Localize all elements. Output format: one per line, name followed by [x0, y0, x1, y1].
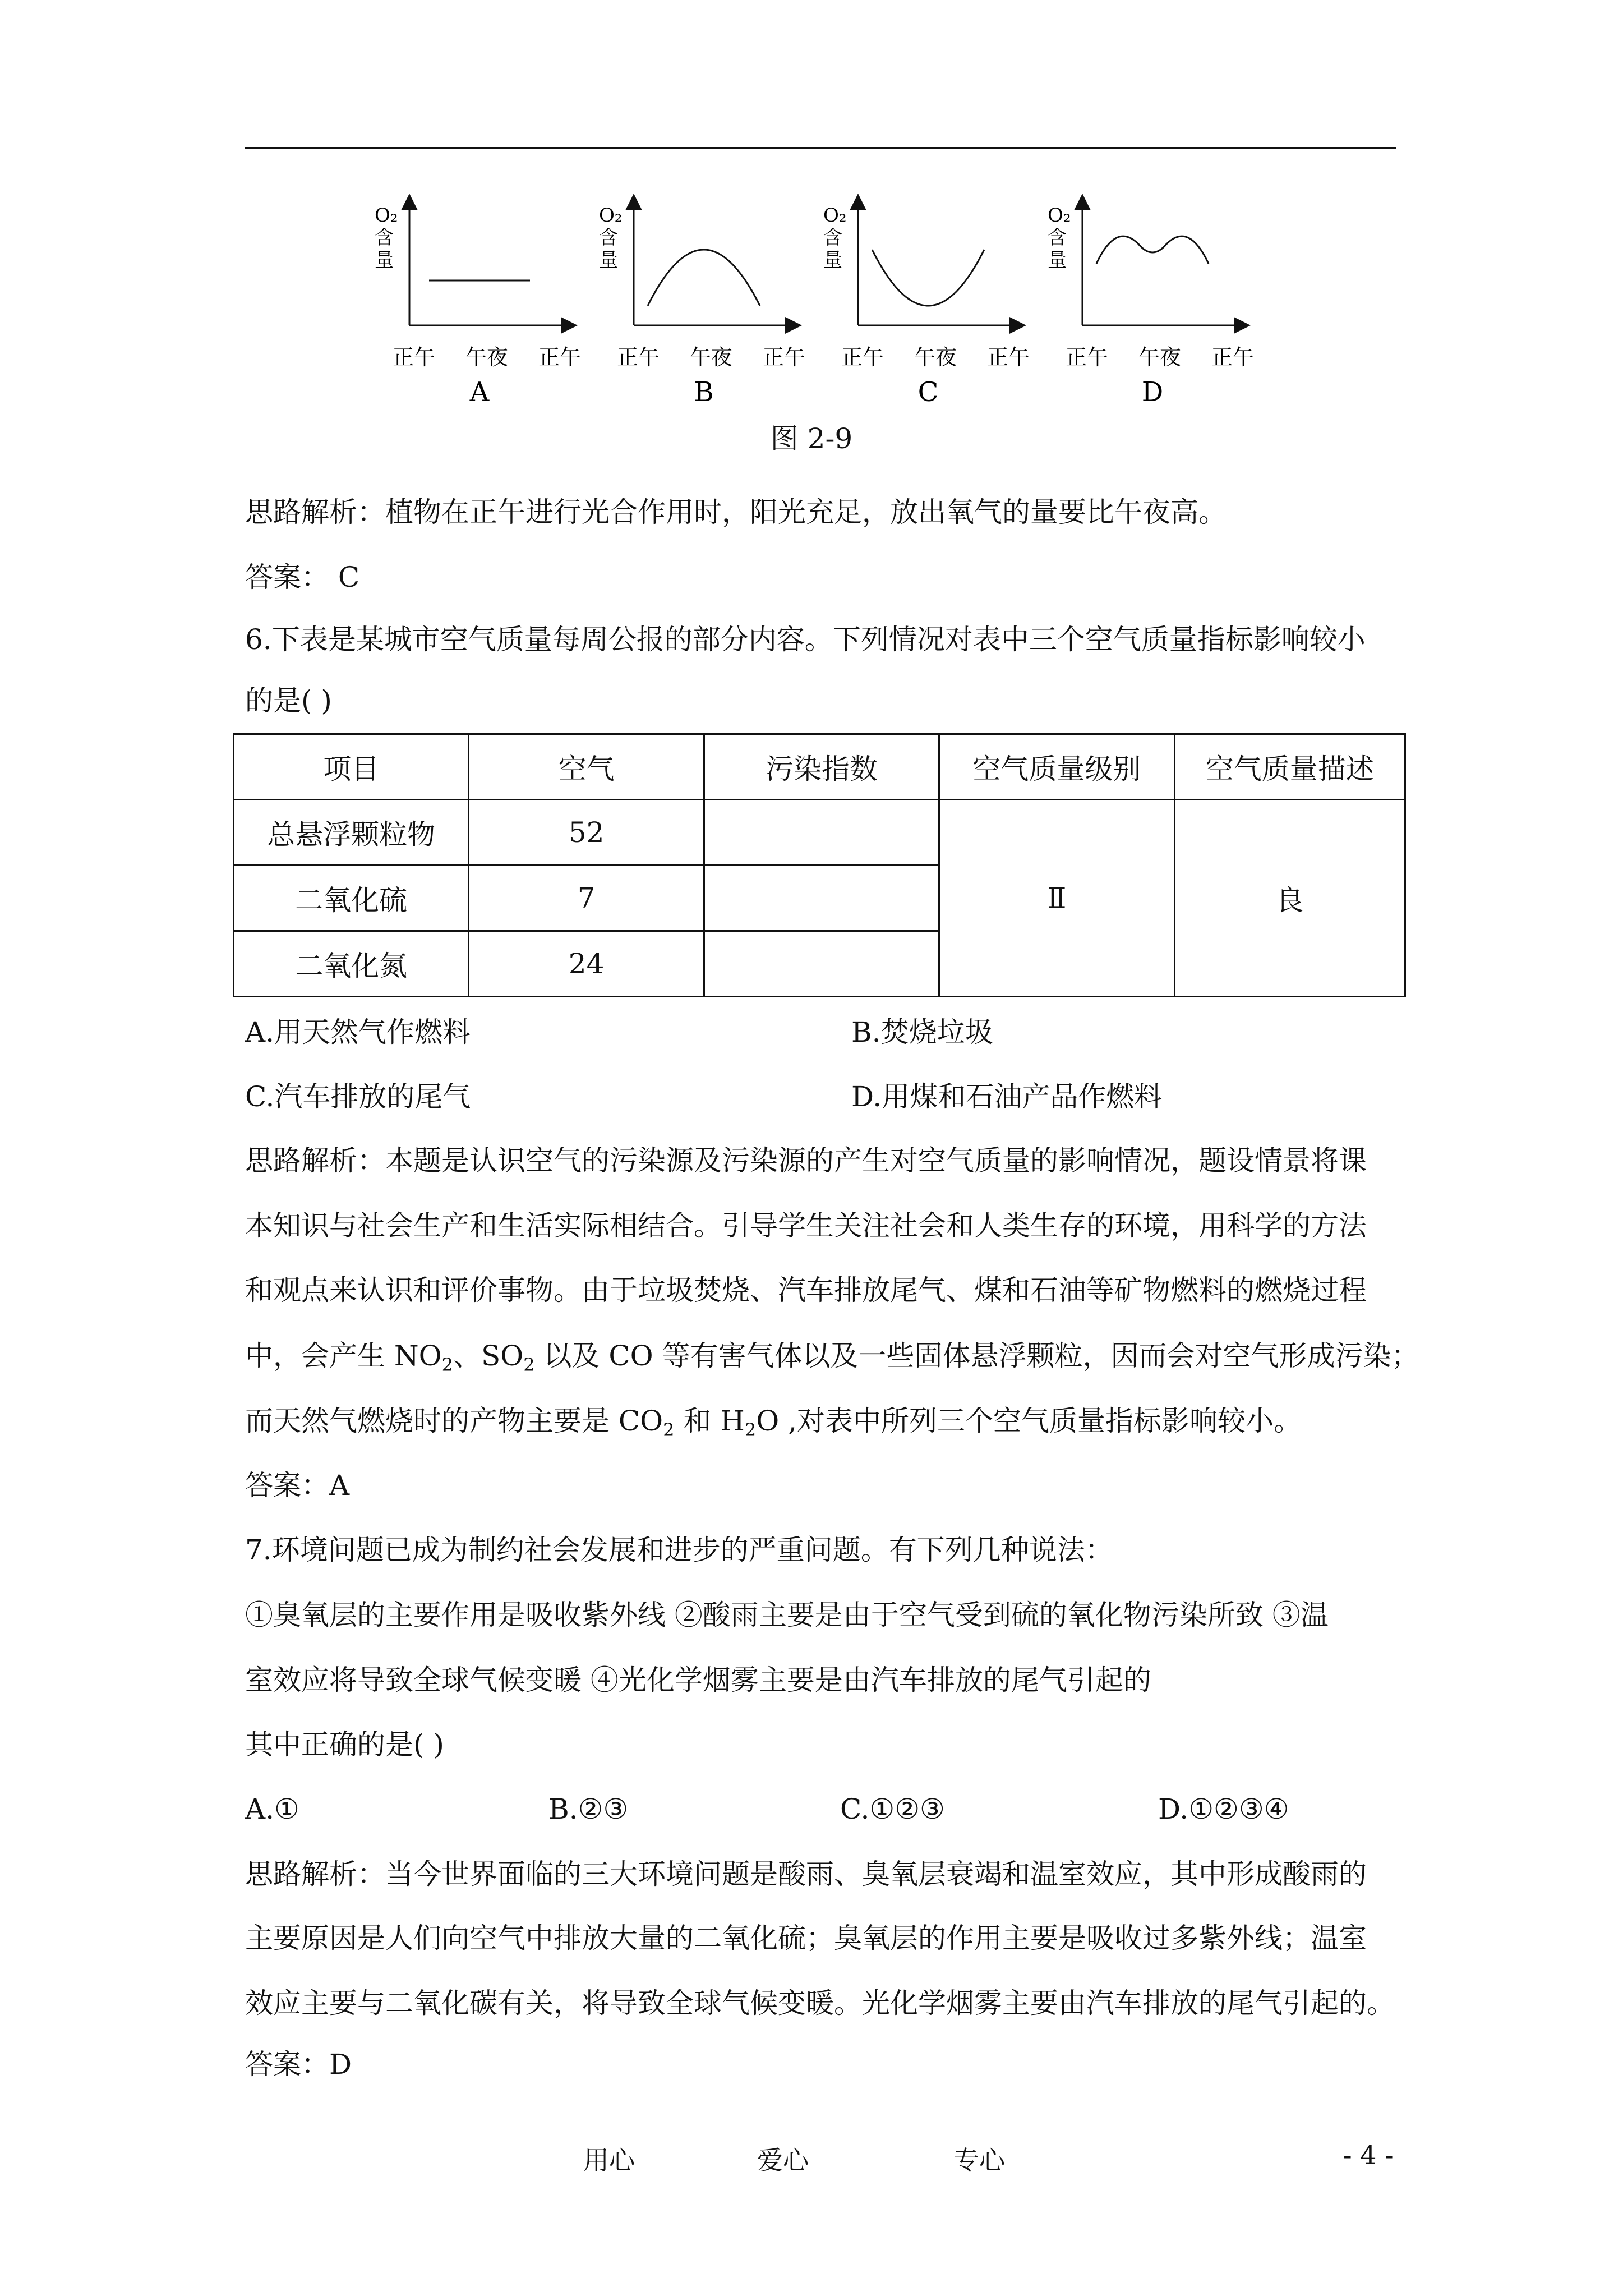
x-tick: 午夜 [465, 345, 509, 370]
q5-analysis: 思路解析：植物在正午进行光合作用时，阳光充足，放出氧气的量要比午夜高。 [245, 496, 1227, 528]
text-run: 和 H [674, 1405, 745, 1437]
q6-analysis-line4 [245, 1340, 1419, 1375]
o2-curve [648, 250, 760, 306]
subscript: 2 [523, 1354, 535, 1375]
q7-stem: 7.环境问题已成为制约社会发展和进步的严重问题。有下列几种说法： [245, 1534, 1113, 1566]
panel-c [823, 202, 1030, 408]
footer-word-2: 爱心 [757, 2145, 809, 2175]
figure-2-9-graphs [359, 191, 1267, 454]
q7-option-a: A.① [245, 1793, 299, 1825]
q6-answer: 答案：A [245, 1469, 350, 1502]
x-tick: 午夜 [914, 345, 957, 370]
figure-caption: 图 2-9 [770, 422, 853, 455]
y-label-2: 含 [375, 227, 394, 249]
value-cell: 52 [469, 800, 704, 866]
panel-b [599, 202, 805, 408]
header-cell: 项目 [234, 734, 469, 800]
y-label-1: O₂ [599, 204, 623, 227]
table-row [234, 800, 1405, 866]
y-label-3: 量 [599, 249, 618, 272]
x-tick: 正午 [538, 345, 582, 370]
index-cell [704, 931, 939, 997]
x-tick: 午夜 [690, 345, 733, 370]
q6-analysis-line3: 和观点来认识和评价事物。由于垃圾焚烧、汽车排放尾气、煤和石油等矿物燃料的燃烧过程 [245, 1274, 1367, 1306]
panel-a [375, 202, 581, 408]
subscript: 2 [441, 1354, 453, 1375]
panel-label: A [469, 376, 490, 408]
table-header-row [234, 734, 1405, 800]
x-tick: 正午 [1211, 345, 1255, 370]
header-cell: 空气 [469, 734, 704, 800]
y-label-1: O₂ [375, 204, 398, 227]
y-label-1: O₂ [1048, 204, 1071, 227]
item-cell: 总悬浮颗粒物 [234, 800, 469, 866]
x-tick: 正午 [617, 345, 660, 370]
y-label-3: 量 [375, 249, 394, 272]
panel-label: C [917, 376, 939, 408]
x-tick: 正午 [763, 345, 806, 370]
footer-word-3: 专心 [953, 2145, 1005, 2175]
header-cell: 污染指数 [704, 734, 939, 800]
q7-analysis-line3: 效应主要与二氧化碳有关，将导致全球气候变暖。光化学烟雾主要由汽车排放的尾气引起的。 [245, 1987, 1395, 2019]
q6-option-d: D.用煤和石油产品作燃料 [851, 1080, 1163, 1113]
x-tick: 正午 [841, 345, 884, 370]
text-run: 、SO [453, 1340, 524, 1372]
air-quality-table [233, 733, 1406, 997]
panel-label: D [1141, 376, 1164, 408]
y-label-1: O₂ [823, 204, 847, 227]
q7-option-d: D.①②③④ [1158, 1793, 1289, 1825]
index-cell [704, 800, 939, 866]
q5-answer: 答案： C [245, 561, 360, 593]
header-rule [245, 147, 1396, 149]
footer-word-1: 用心 [583, 2145, 635, 2175]
header-cell: 空气质量级别 [939, 734, 1174, 800]
o2-curve [1096, 236, 1209, 264]
q7-option-c: C.①②③ [840, 1793, 945, 1825]
value-cell: 24 [469, 931, 704, 997]
level-cell: Ⅱ [939, 800, 1174, 997]
subscript: 2 [663, 1419, 675, 1441]
item-cell: 二氧化硫 [234, 866, 469, 931]
panel-label: B [694, 376, 714, 408]
index-cell [704, 866, 939, 931]
x-tick: 午夜 [1138, 345, 1182, 370]
x-tick: 正午 [393, 345, 436, 370]
q6-analysis-line2: 本知识与社会生产和生活实际相结合。引导学生关注社会和人类生存的环境，用科学的方法 [245, 1209, 1367, 1242]
y-label-2: 含 [823, 227, 842, 249]
x-tick: 正午 [1066, 345, 1109, 370]
subscript: 2 [744, 1419, 757, 1441]
text-run: 以及 CO 等有害气体以及一些固体悬浮颗粒，因而会对空气形成污染； [534, 1340, 1419, 1372]
text-run: 中，会产生 NO [245, 1340, 442, 1372]
y-label-2: 含 [1048, 227, 1067, 249]
q7-question: 其中正确的是( ) [245, 1728, 444, 1761]
o2-curve [872, 250, 984, 306]
description-cell: 良 [1174, 800, 1405, 997]
figure-2-9 [359, 191, 1267, 454]
q7-answer: 答案：D [245, 2048, 352, 2081]
y-label-2: 含 [599, 227, 618, 249]
page-number: - 4 - [1343, 2140, 1394, 2170]
q6-option-b: B.焚烧垃圾 [851, 1016, 993, 1048]
value-cell: 7 [469, 866, 704, 931]
x-tick: 正午 [987, 345, 1030, 370]
q7-statements-line2: 室效应将导致全球气候变暖 ④光化学烟雾主要是由汽车排放的尾气引起的 [245, 1664, 1151, 1696]
item-cell: 二氧化氮 [234, 931, 469, 997]
y-label-3: 量 [1048, 249, 1067, 272]
q6-stem-line1: 6.下表是某城市空气质量每周公报的部分内容。下列情况对表中三个空气质量指标影响较小 [245, 623, 1366, 656]
q7-analysis-line1: 思路解析：当今世界面临的三大环境问题是酸雨、臭氧层衰竭和温室效应，其中形成酸雨的 [245, 1858, 1367, 1890]
q7-statements-line1: ①臭氧层的主要作用是吸收紫外线 ②酸雨主要是由于空气受到硫的氧化物污染所致 ③温 [245, 1599, 1329, 1631]
q6-analysis-line5 [245, 1405, 1302, 1441]
text-run: 而天然气燃烧时的产物主要是 CO [245, 1405, 663, 1437]
q6-option-a: A.用天然气作燃料 [245, 1016, 471, 1048]
q6-stem-line2: 的是( ) [245, 684, 332, 717]
q6-option-c: C.汽车排放的尾气 [245, 1080, 471, 1113]
y-label-3: 量 [823, 249, 842, 272]
panel-d [1048, 202, 1254, 408]
header-cell: 空气质量描述 [1174, 734, 1405, 800]
q6-analysis-line1: 思路解析：本题是认识空气的污染源及污染源的产生对空气质量的影响情况，题设情景将课 [245, 1144, 1367, 1177]
q7-option-b: B.②③ [548, 1793, 629, 1825]
text-run: O ,对表中所列三个空气质量指标影响较小。 [756, 1405, 1302, 1437]
q7-analysis-line2: 主要原因是人们向空气中排放大量的二氧化硫；臭氧层的作用主要是吸收过多紫外线；温室 [245, 1922, 1367, 1954]
